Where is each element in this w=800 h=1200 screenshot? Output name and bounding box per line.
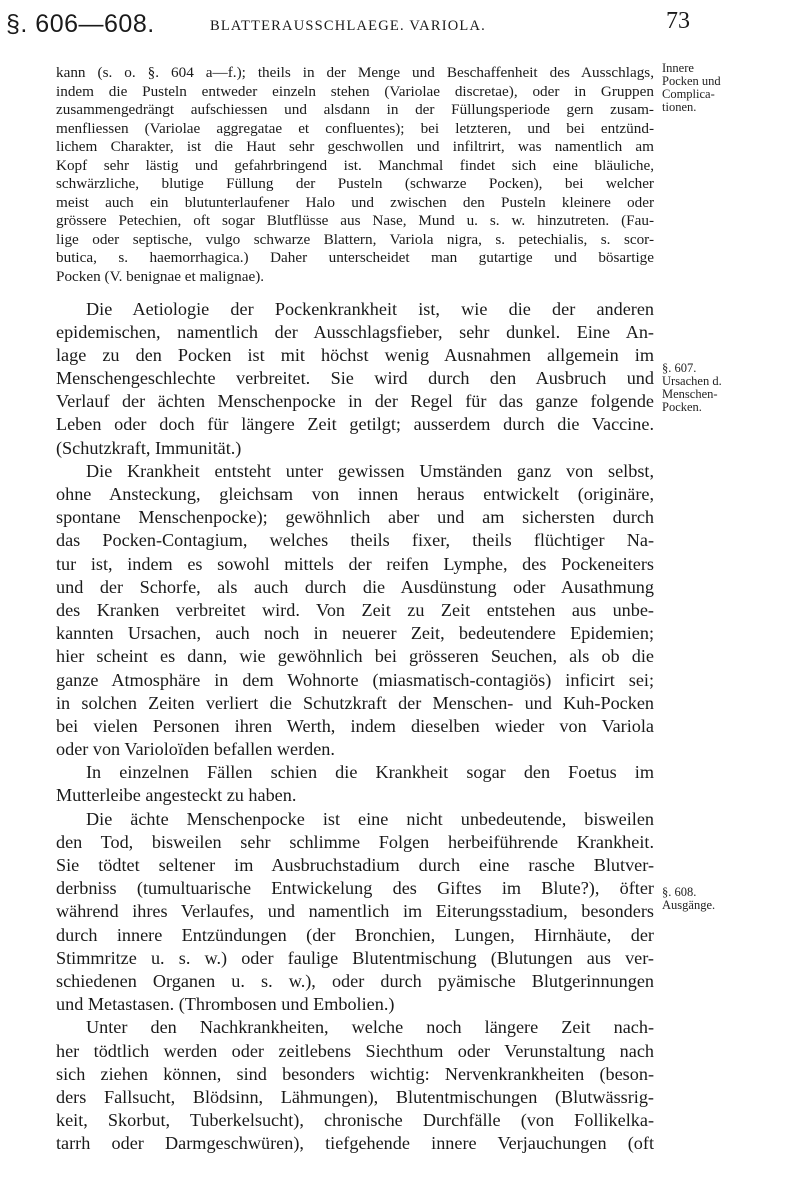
- text-line: während ihres Verlaufes, und namentlich im Eiterungsstadium, besonders: [56, 901, 654, 922]
- text-line: und der Schorfe, als auch durch die Ausdünstung oder Ausathmung: [56, 576, 654, 597]
- margin-note-line: Menschen-: [662, 387, 718, 401]
- text-line: den Tod, bisweilen sehr schlimme Folgen herbeiführende Krankheit.: [56, 831, 654, 852]
- text-line: tur ist, indem es sowohl mittels der reifen Lymphe, des Pockeneiters: [56, 553, 654, 574]
- text-line: sich ziehen können, sind besonders wichtig: Nervenkrankheiten (beson-: [56, 1063, 654, 1084]
- text-line: schwärzliche, blutige Füllung der Pusteln (schwarze Pocken), bei welcher: [56, 175, 654, 192]
- margin-note-line: Ausgänge.: [662, 898, 716, 912]
- text-line: Pocken (V. benignae et malignae).: [56, 267, 265, 285]
- text-line: [56, 1155, 654, 1178]
- text-line: das Pocken-Contagium, welches theils fixer, theils flüchtiger Na-: [56, 530, 654, 551]
- text-line: In einzelnen Fällen schien die Krankheit sogar den Foetus im: [86, 762, 654, 783]
- text-line: zusammengedrängt aufschiessen und alsdann in der Füllungsperiode gern zusam-: [56, 101, 654, 118]
- text-line: und Metastasen. (Thrombosen und Embolien.): [56, 994, 395, 1015]
- text-line: menfliessen (Variolae aggregatae et confluentes); bei letzteren, und bei entzünd-: [56, 119, 654, 137]
- margin-note-line: Ursachen d.: [662, 374, 722, 388]
- margin-note-line: Innere: [662, 61, 694, 75]
- text-line: Stimmritze u. s. w.) oder faulige Blutentmischung (Blutungen aus ver-: [56, 947, 654, 968]
- text-line: oder von Varioloïden befallen werden.: [56, 739, 335, 760]
- text-line: grössere Petechien, oft sogar Blutflüsse aus Nase, Mund u. s. w. hinzutreten. (Fau-: [56, 212, 654, 229]
- text-line: des Kranken verbreitet wird. Von Zeit zu Zeit entstehen aus unbe-: [56, 599, 654, 620]
- text-line: kannten Ursachen, auch noch in neuerer Zeit, bedeutendere Epidemien;: [56, 623, 654, 644]
- text-line: lichem Charakter, ist die Haut sehr geschwollen und infiltrirt, was namentlich am: [56, 138, 654, 155]
- text-line: lage zu den Pocken ist mit höchst wenig Ausnahmen allgemein im: [56, 344, 654, 365]
- margin-note-line: Complica-: [662, 87, 715, 101]
- text-line: ohne Ansteckung, gleichsam von innen heraus entwickelt (originäre,: [56, 484, 654, 504]
- running-title: BLATTERAUSSCHLAEGE. VARIOLA.: [210, 18, 486, 34]
- body-text: [56, 64, 654, 1179]
- text-line: keit, Skorbut, Tuberkelsucht), chronische Durchfälle (von Follikelka-: [56, 1110, 654, 1131]
- text-line: Sie tödtet seltener im Ausbruchstadium durch eine rasche Blutver-: [56, 855, 654, 875]
- text-line: ders Fallsucht, Blödsinn, Lähmungen), Blutentmischungen (Blutwässrig-: [56, 1086, 654, 1107]
- text-line: schiedenen Organen u. s. w.), oder durch pyämische Blutgerinnungen: [56, 970, 654, 991]
- text-line: Unter den Nachkrankheiten, welche noch längere Zeit nach-: [86, 1017, 654, 1038]
- text-line: Die Krankheit entsteht unter gewissen Umständen ganz von selbst,: [86, 460, 654, 481]
- text-line: lige oder septische, vulgo schwarze Blattern, Variola nigra, s. petechialis, s. scor-: [56, 230, 654, 248]
- margin-note-section-607: [662, 362, 722, 414]
- text-line: Leben oder doch für längere Zeit getilgt; ausserdem durch die Vaccine.: [56, 414, 654, 435]
- text-line: Die Aetiologie der Pockenkrankheit ist, wie die der anderen: [86, 298, 654, 319]
- text-line: Mutterleibe angesteckt zu haben.: [56, 785, 297, 806]
- page-number: 73: [666, 8, 690, 34]
- text-line: her tödtlich werden oder zeitlebens Siechthum oder Verunstaltung nach: [56, 1040, 654, 1061]
- text-line: Verlauf der ächten Menschenpocke in der Regel für das ganze folgende: [56, 391, 654, 412]
- text-line: kann (s. o. §. 604 a—f.); theils in der Menge und Beschaffenheit des Ausschlags,: [56, 64, 654, 81]
- margin-note-line: tionen.: [662, 100, 697, 114]
- text-line: in solchen Zeiten verliert die Schutzkraft der Menschen- und Kuh-Pocken: [56, 692, 654, 713]
- margin-note-line: Pocken.: [662, 400, 702, 414]
- margin-note-line: §. 608.: [662, 885, 697, 899]
- text-line: Die ächte Menschenpocke ist eine nicht unbedeutende, bisweilen: [86, 808, 654, 829]
- text-line: Kopf sehr lästig und gefahrbringend ist. Manchmal findet sich eine bläuliche,: [56, 156, 654, 174]
- margin-note-line: Pocken und: [662, 74, 721, 88]
- text-line: butica, s. haemorrhagica.) Daher unterscheidet man gutartige und bösartige: [56, 249, 654, 266]
- text-line: ganze Atmosphäre in dem Wohnorte (miasmatisch-contagiös) inficirt sei;: [56, 669, 654, 690]
- text-line: bei vielen Personen ihren Werth, indem dieselben wieder von Variola: [56, 715, 654, 736]
- text-line: epidemischen, namentlich der Ausschlagsfieber, sehr dunkel. Eine An-: [56, 321, 654, 342]
- margin-note-line: §. 607.: [662, 361, 697, 375]
- margin-notes: [662, 0, 800, 1200]
- text-line: Menschengeschlechte verbreitet. Sie wird durch den Ausbruch und: [56, 368, 654, 389]
- text-line: derbniss (tumultuarische Entwickelung des Giftes im Blute?), öfter: [56, 878, 654, 899]
- text-line: spontane Menschenpocke); gewöhnlich aber und am sichersten durch: [56, 507, 654, 528]
- margin-note-section-608: [662, 886, 715, 912]
- text-line: indem die Pusteln entweder einzeln stehen (Variolae discretae), oder in Gruppen: [56, 82, 654, 100]
- section-range: §. 606—608.: [6, 10, 155, 38]
- margin-note-innere-pocken: [662, 62, 721, 114]
- text-line: meist auch ein blutunterlaufener Halo und zwischen den Pusteln kleinere oder: [56, 193, 654, 211]
- text-line: (Schutzkraft, Immunität.): [56, 437, 242, 458]
- text-line: durch innere Entzündungen (der Bronchien, Lungen, Hirnhäute, der: [56, 924, 654, 945]
- text-line: tarrh oder Darmgeschwüren), tiefgehende innere Verjauchungen (oft: [56, 1133, 654, 1154]
- text-line: hier scheint es dann, wie gewöhnlich bei grösseren Seuchen, als ob die: [56, 646, 654, 667]
